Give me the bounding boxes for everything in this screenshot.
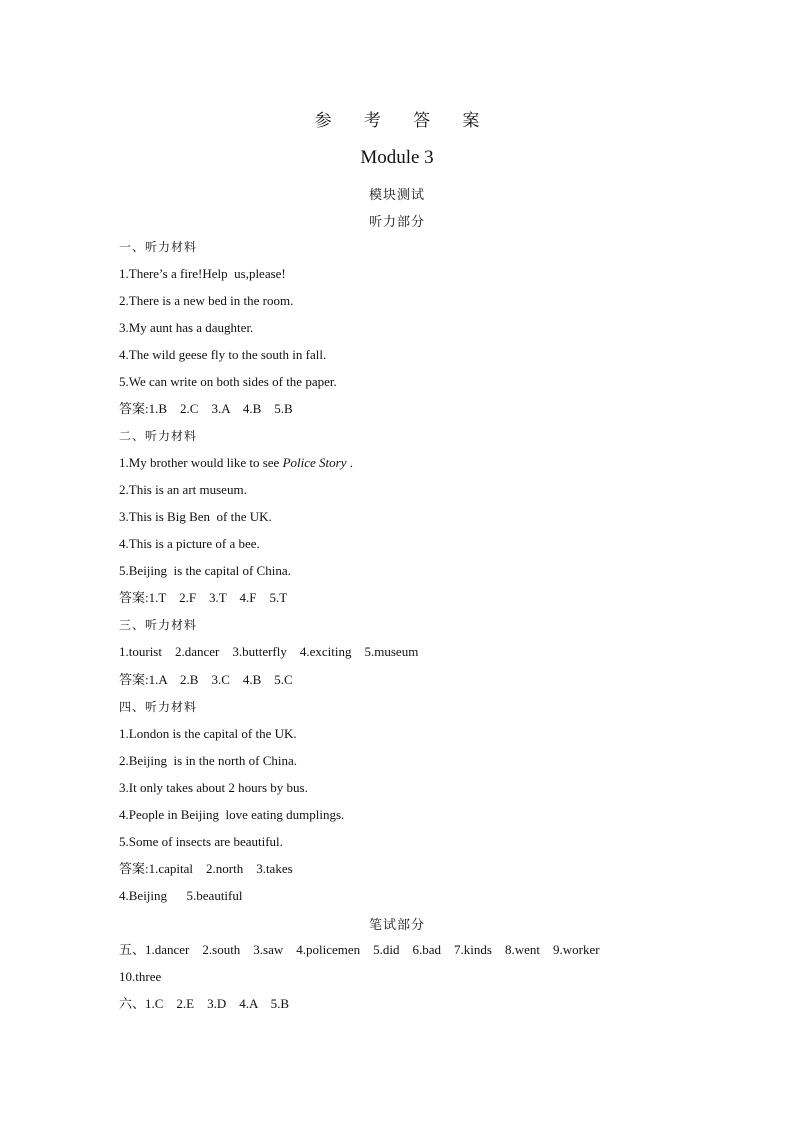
test-name: 模块测试 bbox=[368, 187, 425, 202]
section2-line-1-suffix: . bbox=[346, 455, 353, 470]
section1-answer: 答案:1.B 2.C 3.A 4.B 5.B bbox=[119, 401, 293, 416]
section2-line-5: 5.Beijing is the capital of China. bbox=[119, 563, 291, 578]
section3-answer: 答案:1.A 2.B 3.C 4.B 5.C bbox=[119, 672, 293, 687]
section3-heading: 三、听力材料 bbox=[119, 618, 198, 632]
section2-answer: 答案:1.T 2.F 3.T 4.F 5.T bbox=[119, 590, 288, 605]
section1-line-4: 4.The wild geese fly to the south in fall. bbox=[119, 347, 327, 362]
section4-line-3: 3.It only takes about 2 hours by bus. bbox=[119, 780, 308, 795]
section4-line-5: 5.Some of insects are beautiful. bbox=[119, 834, 283, 849]
section2-line-1-prefix: 1.My brother would like to see bbox=[119, 455, 283, 470]
section4-line-1: 1.London is the capital of the UK. bbox=[119, 726, 297, 741]
movie-title: Police Story bbox=[282, 455, 347, 470]
section6-line: 六、1.C 2.E 3.D 4.A 5.B bbox=[119, 996, 290, 1011]
section2-heading: 二、听力材料 bbox=[119, 429, 198, 443]
module-title: Module 3 bbox=[360, 147, 434, 168]
section1-line-3: 3.My aunt has a daughter. bbox=[119, 320, 254, 335]
section1-line-1: 1.There’s a fire!Help us,please! bbox=[119, 266, 286, 281]
section2-line-2: 2.This is an art museum. bbox=[119, 482, 247, 497]
section3-line: 1.tourist 2.dancer 3.butterfly 4.exciting 5.museum bbox=[119, 644, 419, 659]
section1-line-5: 5.We can write on both sides of the paper. bbox=[119, 374, 337, 389]
section5-line-2: 10.three bbox=[119, 969, 162, 984]
listening-part-heading: 听力部分 bbox=[368, 214, 425, 229]
section1-line-2: 2.There is a new bed in the room. bbox=[119, 293, 294, 308]
section4-heading: 四、听力材料 bbox=[119, 700, 198, 714]
section2-line-4: 4.This is a picture of a bee. bbox=[119, 536, 260, 551]
section4-line-2: 2.Beijing is in the north of China. bbox=[119, 753, 298, 768]
section4-line-4: 4.People in Beijing love eating dumplings. bbox=[119, 807, 345, 822]
section5-line-1: 五、1.dancer 2.south 3.saw 4.policemen 5.did 6.bad 7.kinds 8.went 9.worker bbox=[119, 942, 600, 957]
section4-answer-2: 4.Beijing 5.beautiful bbox=[119, 888, 243, 903]
writing-part-heading: 笔试部分 bbox=[368, 917, 425, 932]
section4-answer-1: 答案:1.capital 2.north 3.takes bbox=[119, 861, 293, 876]
page-title: 参 考 答 案 bbox=[314, 111, 494, 130]
section1-heading: 一、听力材料 bbox=[119, 240, 198, 254]
section2-line-1 bbox=[119, 454, 719, 472]
section2-line-3: 3.This is Big Ben of the UK. bbox=[119, 509, 272, 524]
